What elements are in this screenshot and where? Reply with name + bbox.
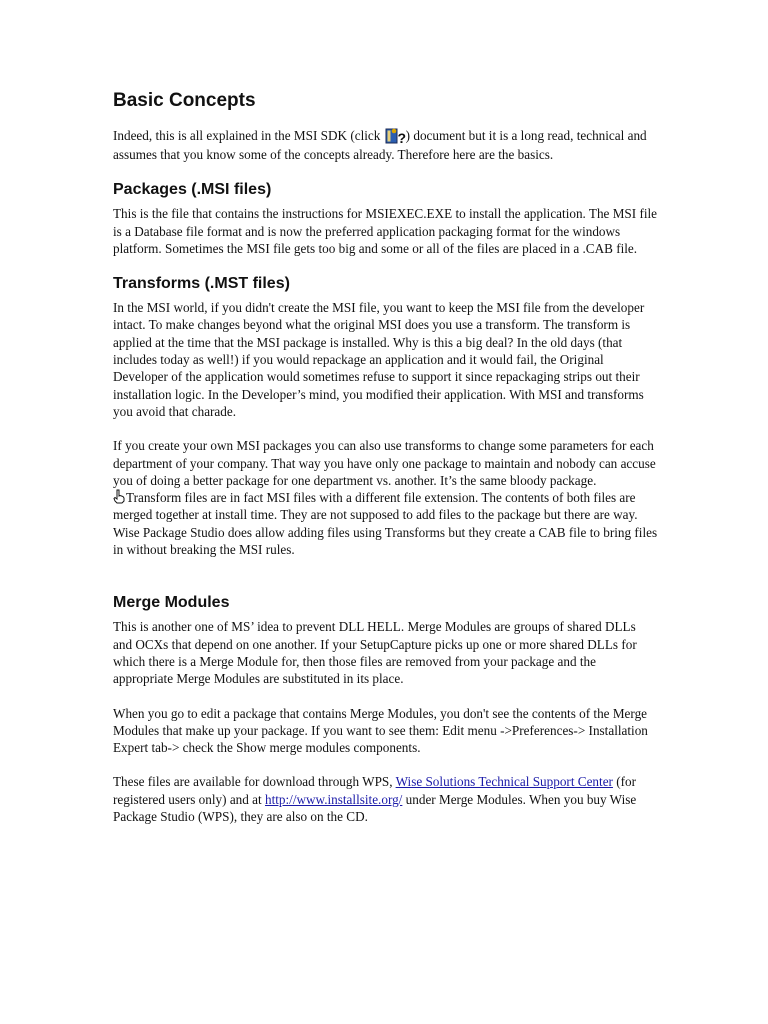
intro-text-before: Indeed, this is all explained in the MSI SDK (click bbox=[113, 128, 384, 143]
intro-text-after: ) document but it is a long read, technical and assumes that you know some of the concepts already. Therefore here are the basics. bbox=[113, 128, 647, 162]
merge-p3-after: under Merge Modules. When you buy Wise Package Studio (WPS), they are also on the CD. bbox=[113, 791, 637, 825]
page-title: Basic Concepts bbox=[113, 90, 256, 111]
merge-p3-middle: (for registered users only) and at bbox=[113, 774, 637, 807]
section-heading-merge-modules: Merge Modules bbox=[113, 594, 230, 612]
transforms-paragraph-3 bbox=[113, 489, 658, 558]
transforms-paragraph-3-text: Transform files are in fact MSI files with a different file extension. The contents of both files are merged together at install time. They are not supposed to add files to the package but there are way. Wise Package Studio does allow adding files using Transforms but they create a CAB file to bring files in without breaking the MSI rules. bbox=[113, 490, 658, 558]
help-book-icon[interactable] bbox=[385, 126, 405, 146]
section-heading-transforms: Transforms (.MST files) bbox=[113, 275, 290, 293]
transforms-paragraph-2: If you create your own MSI packages you can also use transforms to change some parameters for each department of your company. That way you have only one package to maintain and nobody can accuse you of doing a better package for one department vs. another. It’s the same bloody package. bbox=[113, 438, 656, 488]
intro-paragraph bbox=[113, 126, 658, 163]
merge-paragraph-2: When you go to edit a package that contains Merge Modules, you don't see the contents of the Merge Modules that make up your package. If you want to see them: Edit menu ->Preferences-> Installation Expert tab-> check the Show merge modules components. bbox=[113, 705, 648, 756]
pointing-hand-icon bbox=[113, 489, 125, 504]
packages-paragraph: This is the file that contains the instructions for MSIEXEC.EXE to install the application. The MSI file is a Database file format and is now the preferred application packaging format for the windows platform. Sometimes the MSI file gets too big and some or all of the files are placed in a .CAB file. bbox=[113, 206, 658, 256]
installsite-link[interactable]: http://www.installsite.org/ bbox=[264, 791, 403, 807]
merge-paragraph-3 bbox=[113, 773, 658, 825]
section-heading-packages: Packages (.MSI files) bbox=[113, 181, 272, 199]
transforms-paragraph-1: In the MSI world, if you didn't create the MSI file, you want to keep the MSI file from the developer intact. To make changes beyond what the original MSI does you use a transform. The transform is applied at the time that the MSI package is installed. Why is this a big deal? In the old days (that includes today as well!) if you would repackage an application and it would fail, the Original Developer of the application would sometimes refuse to support it since repackaging strips out their installation logic. In the Developer’s mind, you modified their application. With MSI and transforms you avoid that charade. bbox=[113, 300, 645, 419]
document-body bbox=[113, 88, 658, 825]
svg-text:?: ? bbox=[397, 130, 406, 146]
merge-paragraph-1: This is another one of MS’ idea to prevent DLL HELL. Merge Modules are groups of shared DLLs and OCXs that depend on one another. If your SetupCapture picks up one or more shared DLLs for which there is a Merge Module for, then those files are removed from your package and the appropriate Merge Modules are substituted in its place. bbox=[113, 619, 637, 687]
merge-p3-before: These files are available for download through WPS, bbox=[113, 774, 396, 790]
wise-support-link[interactable]: Wise Solutions Technical Support Center bbox=[395, 774, 613, 790]
